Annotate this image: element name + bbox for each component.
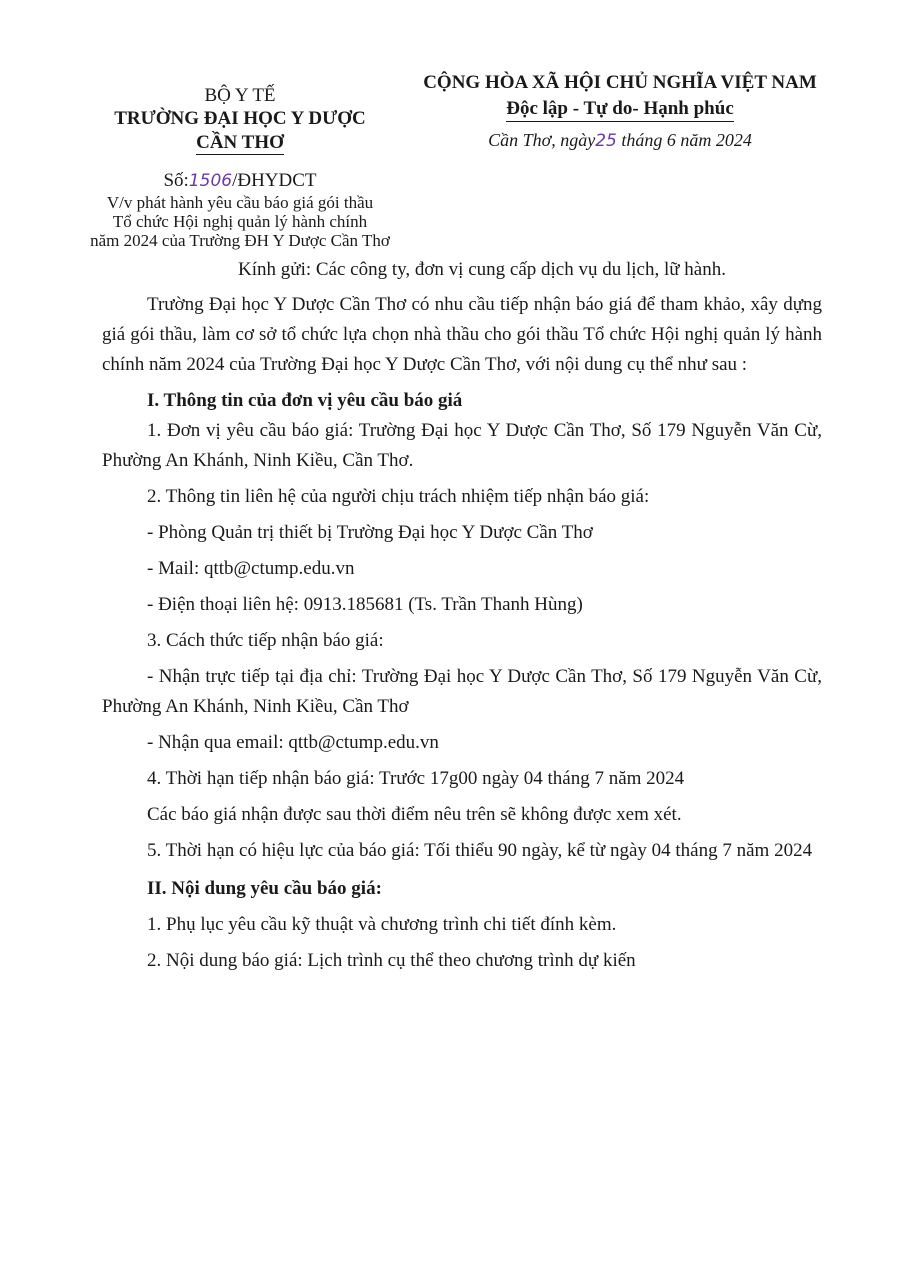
- section-2-title: II. Nội dung yêu cầu báo giá:: [147, 878, 382, 899]
- s1-contact-phone: - Điện thoại liên hệ: 0913.185681 (Ts. Trần Thanh Hùng): [147, 594, 583, 615]
- document-body: [102, 256, 822, 976]
- s2-item-2: 2. Nội dung báo giá: Lịch trình cụ thể theo chương trình dự kiến: [147, 950, 636, 971]
- subject-line-1: V/v phát hành yêu cầu báo giá gói thầu: [106, 193, 374, 212]
- national-heading: [410, 70, 830, 153]
- ministry-name: BỘ Y TẾ: [204, 85, 276, 106]
- country-name: CỘNG HÒA XÃ HỘI CHỦ NGHĨA VIỆT NAM: [423, 72, 817, 93]
- s2-item-1: 1. Phụ lục yêu cầu kỹ thuật và chương trình chi tiết đính kèm.: [147, 914, 617, 935]
- s1-receive-direct: - Nhận trực tiếp tại địa chỉ: Trường Đại học Y Dược Cần Thơ, Số 179 Nguyễn Văn Cừ, Phường An Khánh, Ninh Kiều, Cần Thơ: [102, 666, 822, 717]
- issuer-block: [60, 84, 420, 250]
- s1-item-4-note: Các báo giá nhận được sau thời điểm nêu trên sẽ không được xem xét.: [147, 804, 682, 825]
- handwritten-day: 25: [595, 131, 617, 151]
- school-name-line2: CẦN THƠ: [196, 132, 284, 153]
- intro-paragraph: Trường Đại học Y Dược Cần Thơ có nhu cầu tiếp nhận báo giá để tham khảo, xây dựng giá gói thầu, làm cơ sở tổ chức lựa chọn nhà thầu cho gói thầu Tổ chức Hội nghị quản lý hành chính năm 2024 của Trường Đại học Y Dược Cần Thơ, với nội dung cụ thể như sau :: [102, 294, 822, 375]
- handwritten-number: 1506: [188, 171, 233, 191]
- school-name-line1: TRƯỜNG ĐẠI HỌC Y DƯỢC: [114, 108, 366, 129]
- motto: Độc lập - Tự do- Hạnh phúc: [506, 97, 734, 122]
- recipient-line: Kính gửi: Các công ty, đơn vị cung cấp dịch vụ du lịch, lữ hành.: [238, 259, 726, 280]
- subject-line-3: năm 2024 của Trường ĐH Y Dược Cần Thơ: [90, 231, 390, 250]
- issue-date: Cần Thơ, ngày25 tháng 6 năm 2024: [488, 130, 752, 151]
- s1-receive-email: - Nhận qua email: qttb@ctump.edu.vn: [147, 732, 439, 753]
- s1-item-1: 1. Đơn vị yêu cầu báo giá: Trường Đại học Y Dược Cần Thơ, Số 179 Nguyễn Văn Cừ, Phường An Khánh, Ninh Kiều, Cần Thơ.: [102, 420, 822, 471]
- s1-item-3: 3. Cách thức tiếp nhận báo giá:: [147, 630, 384, 651]
- subject-line-2: Tổ chức Hội nghị quản lý hành chính: [112, 212, 368, 231]
- s1-item-4: 4. Thời hạn tiếp nhận báo giá: Trước 17g00 ngày 04 tháng 7 năm 2024: [147, 768, 685, 789]
- s1-item-5: 5. Thời hạn có hiệu lực của báo giá: Tối thiểu 90 ngày, kể từ ngày 04 tháng 7 năm 2024: [147, 840, 813, 861]
- s1-item-2: 2. Thông tin liên hệ của người chịu trách nhiệm tiếp nhận báo giá:: [147, 486, 650, 507]
- s1-contact-mail: - Mail: qttb@ctump.edu.vn: [147, 558, 355, 579]
- document-number: Số:1506/ĐHYDCT: [163, 170, 317, 191]
- s1-contact-dept: - Phòng Quản trị thiết bị Trường Đại học Y Dược Cần Thơ: [147, 522, 593, 543]
- section-1-title: I. Thông tin của đơn vị yêu cầu báo giá: [147, 390, 463, 411]
